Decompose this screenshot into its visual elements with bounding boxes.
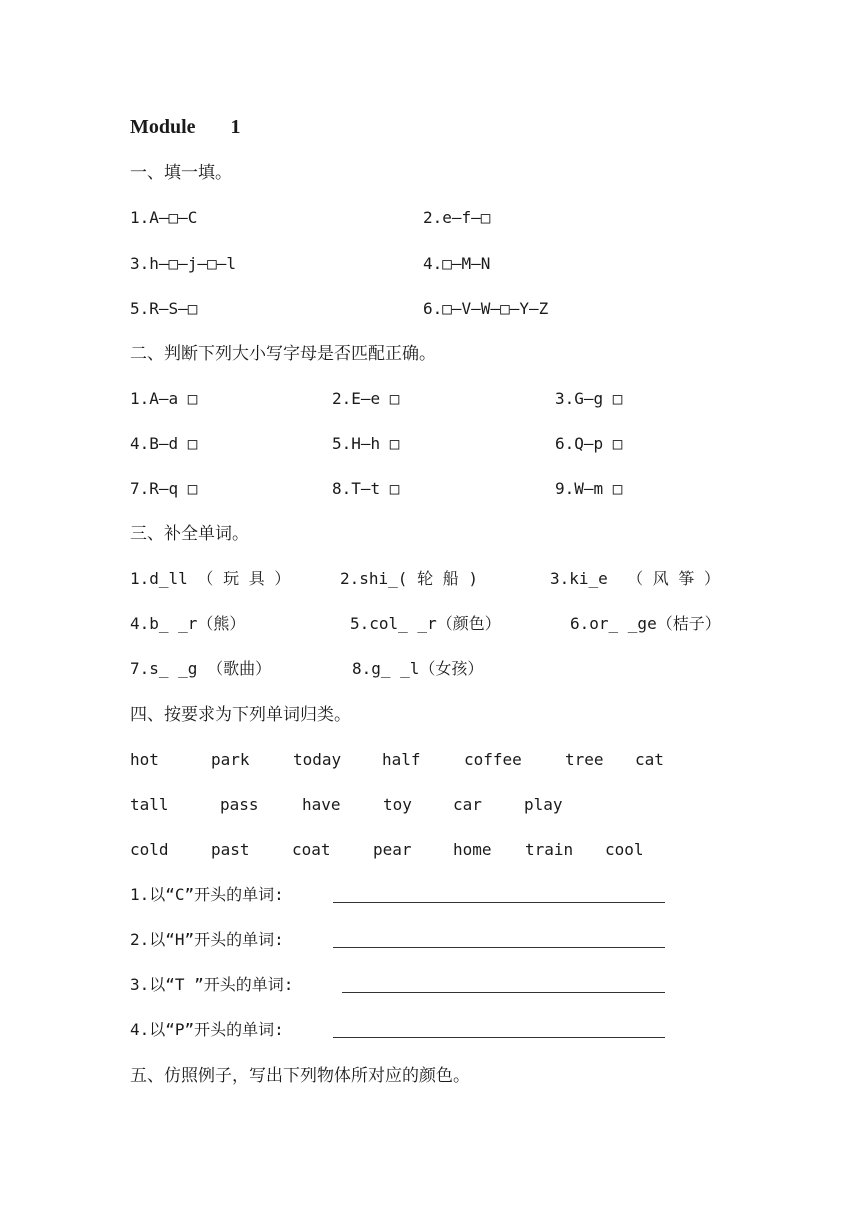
match-item: 4.B—d □	[130, 434, 198, 453]
word: tall	[130, 795, 169, 814]
word: have	[302, 795, 341, 814]
fill-item: 3.h—□—j—□—l	[130, 254, 236, 273]
word-item: 7.s_ _g （歌曲）	[130, 659, 272, 678]
answer-line[interactable]	[333, 888, 665, 903]
match-item: 8.T—t □	[332, 479, 400, 498]
word: play	[524, 795, 563, 814]
fill-item: 4.□—M—N	[423, 254, 491, 273]
section2-heading: 二、判断下列大小写字母是否匹配正确。	[130, 344, 436, 364]
fill-item: 1.A—□—C	[130, 208, 198, 227]
word-item: 6.or_ _ge（桔子）	[570, 614, 721, 633]
match-item: 7.R—q □	[130, 479, 198, 498]
word: cold	[130, 840, 169, 859]
word: coat	[292, 840, 331, 859]
fill-item: 6.□—V—W—□—Y—Z	[423, 299, 549, 318]
section3-heading: 三、补全单词。	[130, 524, 249, 544]
match-item: 6.Q—p □	[555, 434, 623, 453]
classify-prompt: 3.以“T ”开头的单词:	[130, 975, 294, 994]
word: car	[453, 795, 482, 814]
word-item: 5.col_ _r（颜色）	[350, 614, 501, 633]
match-item: 3.G—g □	[555, 389, 623, 408]
word: cat	[635, 750, 664, 769]
match-item: 2.E—e □	[332, 389, 400, 408]
section1-heading: 一、填一填。	[130, 163, 232, 183]
word: past	[211, 840, 250, 859]
fill-item: 5.R—S—□	[130, 299, 198, 318]
word: park	[211, 750, 250, 769]
word: toy	[383, 795, 412, 814]
fill-item: 2.e—f—□	[423, 208, 491, 227]
word: train	[525, 840, 574, 859]
word: cool	[605, 840, 644, 859]
match-item: 9.W—m □	[555, 479, 623, 498]
page-title: Module 1	[130, 116, 241, 138]
word: coffee	[464, 750, 522, 769]
match-item: 5.H—h □	[332, 434, 400, 453]
word: hot	[130, 750, 159, 769]
classify-prompt: 2.以“H”开头的单词:	[130, 930, 284, 949]
classify-prompt: 4.以“P”开头的单词:	[130, 1020, 284, 1039]
word-item: 3.ki_e （ 风 筝 ）	[550, 569, 720, 588]
classify-prompt: 1.以“C”开头的单词:	[130, 885, 284, 904]
word-item: 2.shi_( 轮 船 )	[340, 569, 478, 588]
section5-heading: 五、仿照例子，写出下列物体所对应的颜色。	[130, 1066, 470, 1086]
word: tree	[565, 750, 604, 769]
word-item: 8.g_ _l（女孩）	[352, 659, 484, 678]
answer-line[interactable]	[342, 978, 665, 993]
section4-heading: 四、按要求为下列单词归类。	[130, 705, 351, 725]
word-item: 4.b_ _r（熊）	[130, 614, 246, 633]
word: today	[293, 750, 342, 769]
answer-line[interactable]	[333, 1023, 665, 1038]
word: pass	[220, 795, 259, 814]
match-item: 1.A—a □	[130, 389, 198, 408]
word: half	[382, 750, 421, 769]
word: home	[453, 840, 492, 859]
word: pear	[373, 840, 412, 859]
answer-line[interactable]	[333, 933, 665, 948]
word-item: 1.d_ll （ 玩 具 ）	[130, 569, 291, 588]
